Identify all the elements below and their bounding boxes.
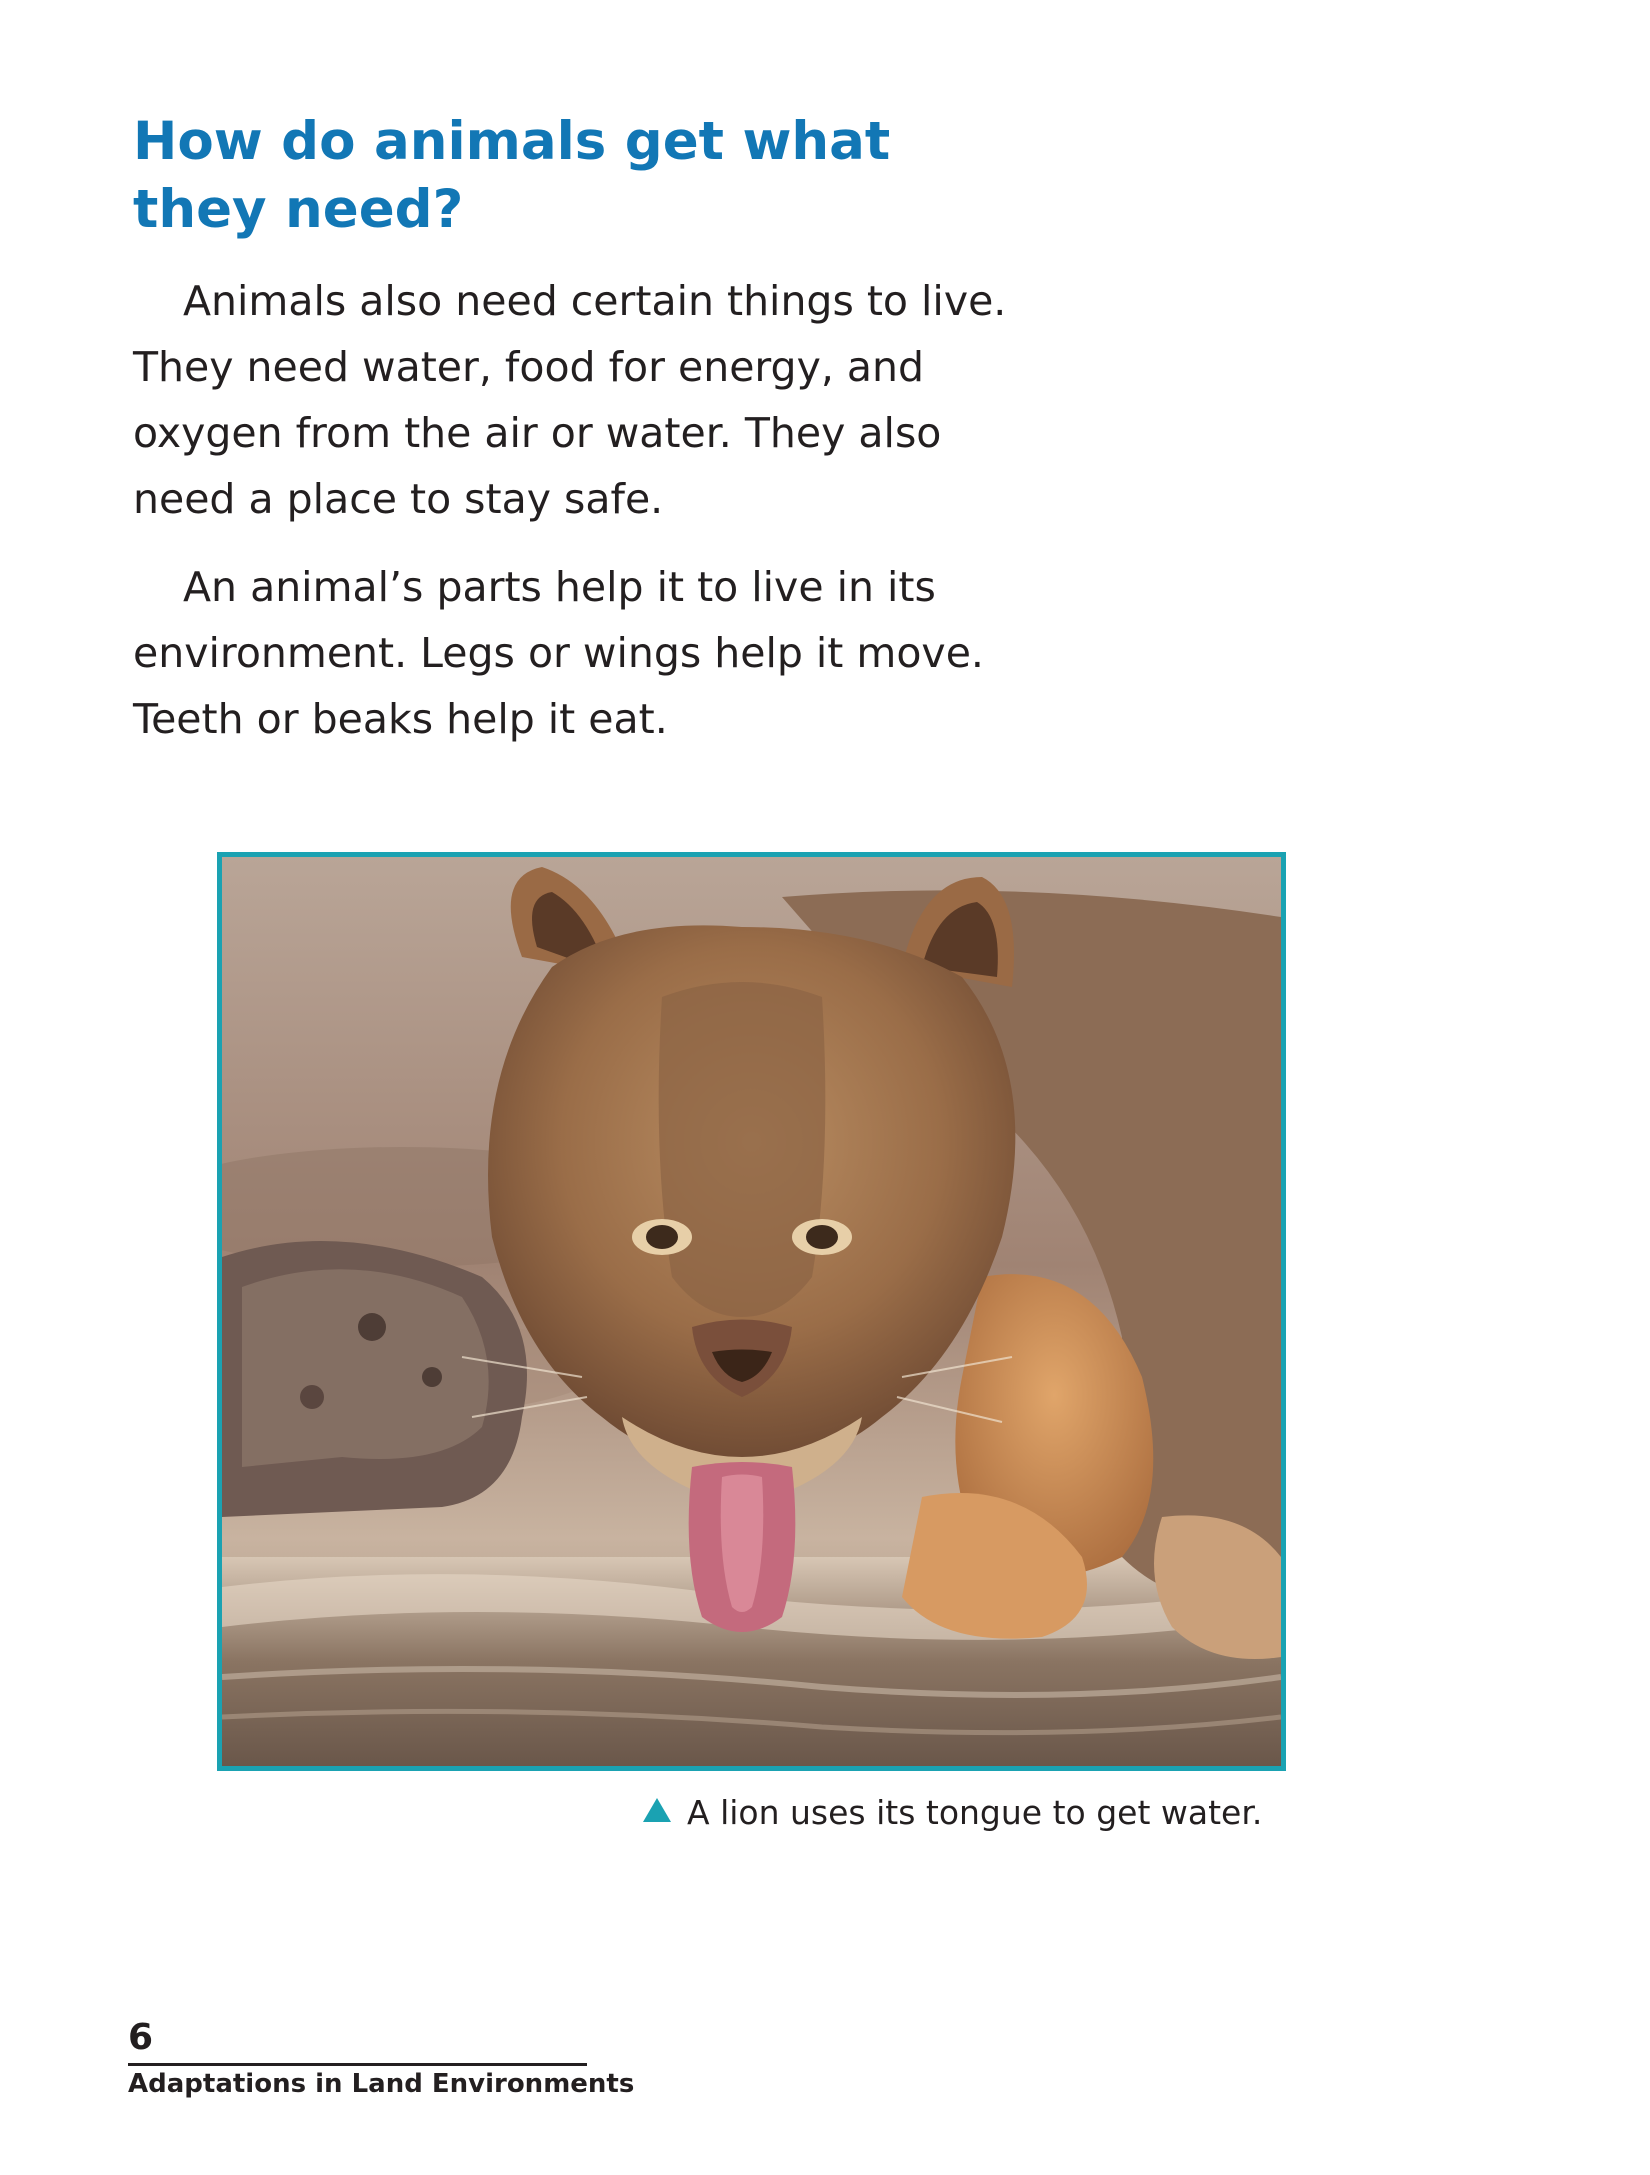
paragraph-2-line-1: An animal’s parts help it to live in its [183,563,936,611]
caption-text: A lion uses its tongue to get water. [687,1793,1263,1832]
lion-photo [217,852,1286,1771]
heading-line-2: they need? [133,179,464,240]
paragraph-1-line-1: Animals also need certain things to live. [183,277,1007,325]
paragraph-1 [133,268,1033,532]
book-title: Adaptations in Land Environments [128,2069,635,2099]
paragraph-1-line-3: oxygen from the air or water. They also [133,409,942,457]
body-text [133,268,1033,774]
lion-drinking-illustration [222,857,1281,1766]
page-heading [133,108,893,244]
heading-line-1: How do animals get what [133,111,891,172]
page-number: 6 [128,2017,154,2058]
paragraph-1-line-2: They need water, food for energy, and [133,343,925,391]
paragraph-2-line-2: environment. Legs or wings help it move. [133,629,984,677]
triangle-up-icon [643,1798,671,1822]
paragraph-2-line-3: Teeth or beaks help it eat. [133,695,668,743]
paragraph-2 [133,554,1033,752]
photo-caption [643,1791,1303,1835]
paragraph-1-line-4: need a place to stay safe. [133,475,664,523]
